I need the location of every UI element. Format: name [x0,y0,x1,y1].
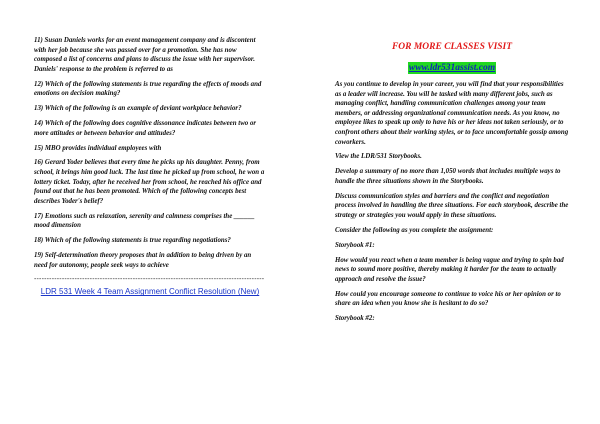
question-16: 16) Gerard Yoder believes that every time he picks up his daughter. Penny, from school, it brings him good luck. The last time he picked up from school, he won a lottery ticket. Today, after he received her from school, he reached his office and found out that he has been promoted. Which of the following concepts best describes Yoder's belief? [34,159,265,205]
consider-heading: Consider the following as you complete the assignment: [335,226,494,234]
storybook-1-heading: Storybook #1: [335,241,375,249]
storybooks-instruction: View the LDR/531 Storybooks. [335,153,422,161]
question-11: 11) Susan Daniels works for an event management company and is discontent with her job because she was passed over for a promotion. She has now composed a list of concerns and plans to discuss the issue with her supervisor. Daniels' response to the problem is referred to as [34,37,256,73]
promo-title: FOR MORE CLASSES VISIT [391,42,513,52]
summary-instruction: Develop a summary of no more than 1,050 words that includes multiple ways to handle the three situations shown in the Storybooks. [335,168,561,185]
question-15: 15) MBO provides individual employees with [34,144,162,152]
storybook-1-question-1: How would you react when a team member is being vague and trying to spin bad news to sound more positive, thereby making it harder for the team to actually approach and resolve the issue? [335,256,564,283]
storybook-1-question-2: How could you encourage someone to continue to voice his or her opinion or to share an idea when you know she is hesitant to do so? [335,290,561,308]
question-13: 13) Which of the following is an example of deviant workplace behavior? [34,105,242,113]
next-assignment-link[interactable]: LDR 531 Week 4 Team Assignment Conflict Resolution (New) [40,287,260,297]
storybook-2-heading: Storybook #2: [335,315,375,323]
question-12: 12) Which of the following statements is true regarding the effects of moods and emotions on decision making? [34,80,262,98]
question-17: 17) Emotions such as relaxation, serenity and calmness comprises the ______ mood dimension [34,212,255,230]
question-14: 14) Which of the following does cognitive dissonance indicates between two or more attitudes or between behavior and attitudes? [34,120,257,137]
promo-website-link[interactable]: www.ldr531assist.com [408,63,496,73]
discussion-instruction: Discuss communication styles and barriers and the conflict and negotiation process involved in handling the three situations. For each storybook, describe the strategy or strategies you would apply in these situations. [335,192,569,220]
section-divider: ------------------------------------------------------------------------------------------- [34,276,265,284]
left-column [34,36,266,297]
question-18: 18) Which of the following statements is true regarding negotiations? [34,237,231,245]
intro-paragraph: As you continue to develop in your career, you will find that your responsibilities as a leader will increase. You will be tasked with many different jobs, such as managing conflict, handling communication challenges among your team members, or addressing organizational communication needs. As you know, no employee likes to speak up only to have his or her ideas not taken seriously, or to confront others about their working styles, or to face uncomfortable gossip among coworkers. [335,81,569,146]
question-19: 19) Self-determination theory proposes that in addition to being driven by an need for autonomy, people seek ways to achieve [34,252,252,269]
right-column [335,36,569,329]
